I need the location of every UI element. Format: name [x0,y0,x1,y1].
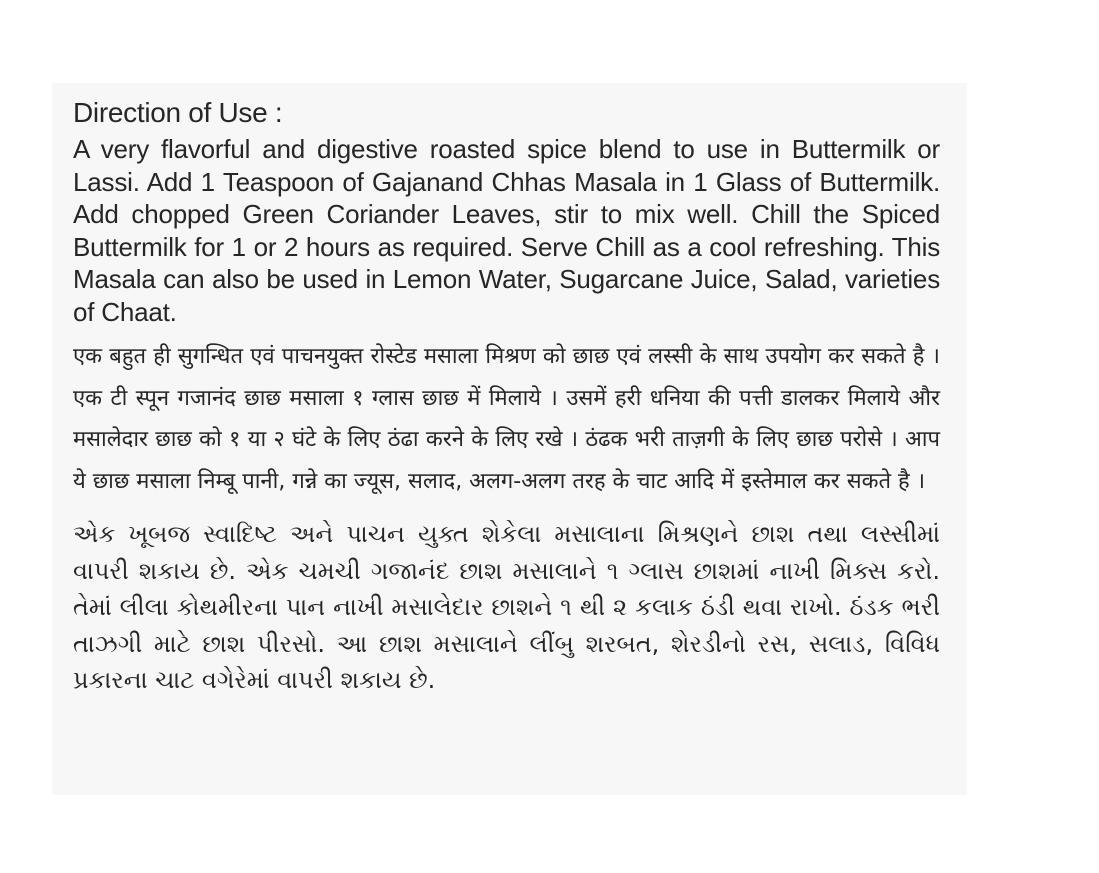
english-directions: A very flavorful and digestive roasted spice blend to use in Buttermilk or Lassi. Add 1 Teaspoon of Gajanand Chhas Masala in 1 Glass of Buttermilk. Add chopped Green Coriander Leaves, stir to mix well. Chill the Spiced Buttermilk for 1 or 2 hours as required. Serve Chill as a cool refreshing. This Masala can also be used in Lemon Water, Sugarcane Juice, Salad, varieties of Chaat. [73,134,940,327]
directions-heading: Direction of Use : [73,97,283,128]
hindi-directions: एक बहुत ही सुगन्धित एवं पाचनयुक्त रोस्टेड मसाला मिश्रण को छाछ एवं लस्सी के साथ उपयोग कर सकते है । एक टी स्पून गजानंद छाछ मसाला १ ग्लास छाछ में मिलाये । उसमें हरी धनिया की पत्ती डालकर मिलाये और मसालेदार छाछ को १ या २ घंटे के लिए ठंढा करने के लिए रखे । ठंढक भरी ताज़गी के लिए छाछ परोसे । आप ये छाछ मसाला निम्बू पानी, गन्ने का ज्यूस, सलाद, अलग-अलग तरह के चाट आदि में इस्तेमाल कर सकते है । [73,344,940,494]
gujarati-directions: એક ખૂબજ સ્વાદિષ્ટ અને પાચન યુક્ત શેકેલા મસાલાના મિશ્રણને છાશ તથા લસ્સીમાં વાપરી શકાય છે. એક ચમચી ગજાનંદ છાશ મસાલાને ૧ ગ્લાસ છાશમાં નાખી મિક્સ કરો. તેમાં લીલા કોથમીરના પાન નાખી મસાલેદાર છાશને ૧ થી ૨ કલાક ઠંડી થવા રાખો. ઠંડક ભરી તાઝગી માટે છાશ પીરસો. આ છાશ મસાલાને લીંબુ શરબત, શેરડીનો રસ, સલાડ, વિવિધ પ્રકારના ચાટ વગેરેમાં વાપરી શકાય છે. [73,520,940,694]
directions-content [73,95,940,699]
